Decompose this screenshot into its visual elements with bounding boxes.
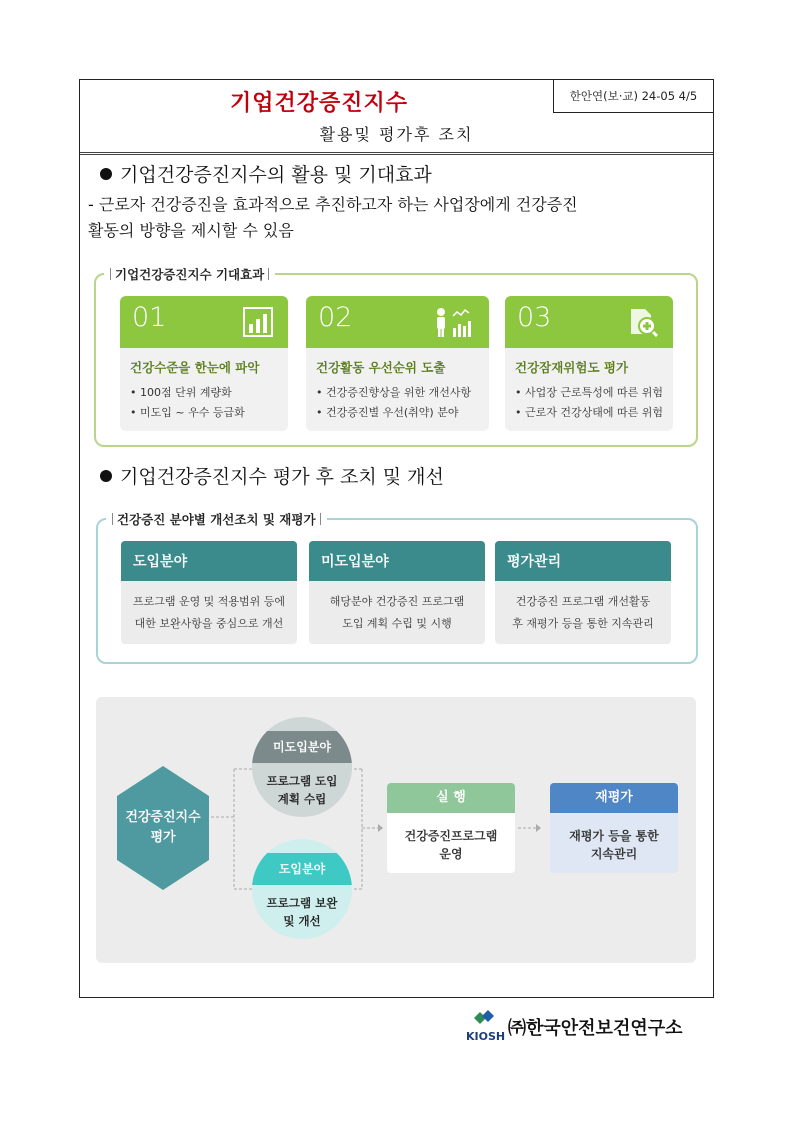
section1-heading-text: 기업건강증진지수의 활용 및 기대효과 xyxy=(120,164,432,186)
card-line: 후 재평가 등을 통한 지속관리 xyxy=(512,617,654,630)
document-header xyxy=(80,80,713,155)
card-item: • 근로자 건강상태에 따른 위험 xyxy=(515,406,663,419)
panel-label xyxy=(104,265,275,283)
organization-name: ㈜한국안전보건연구소 xyxy=(508,1018,683,1039)
kiosh-logo xyxy=(466,1008,510,1044)
execution-box xyxy=(387,783,515,873)
divider xyxy=(112,513,113,525)
card-title: 건강잠재위험도 평가 xyxy=(515,360,629,375)
person-chart-icon xyxy=(431,306,475,338)
divider xyxy=(320,513,321,525)
circle-line: 프로그램 도입 xyxy=(266,774,338,788)
card-item: • 사업장 근로특성에 따른 위험 xyxy=(515,386,663,399)
circle-line: 계획 수립 xyxy=(277,792,327,806)
card-line: 도입 계획 수립 및 시행 xyxy=(342,617,452,630)
section2-heading xyxy=(100,462,444,489)
not-introduced-circle xyxy=(252,717,352,817)
area-card-not-introduced xyxy=(309,541,485,644)
paragraph-line: 활동의 방향을 제시할 수 있음 xyxy=(88,221,294,240)
card-line: 건강증진 프로그램 개선활동 xyxy=(515,595,651,608)
section1-heading xyxy=(100,160,432,187)
effect-card-1 xyxy=(120,296,288,431)
circle-line: 프로그램 보완 xyxy=(266,896,338,910)
card-head: 미도입분야 xyxy=(321,554,389,570)
box-head: 실 행 xyxy=(387,783,515,813)
divider xyxy=(110,268,111,280)
divider xyxy=(268,268,269,280)
effect-card-3 xyxy=(505,296,673,431)
box-head: 재평가 xyxy=(550,783,678,813)
box-line: 재평가 등을 통한 xyxy=(569,829,659,843)
section2-heading-text: 기업건강증진지수 평가 후 조치 및 개선 xyxy=(120,466,444,488)
reevaluation-box xyxy=(550,783,678,873)
area-card-introduced xyxy=(121,541,297,644)
card-head: 도입분야 xyxy=(133,554,188,570)
hexagon-line: 평가 xyxy=(150,830,176,845)
bullet-icon xyxy=(100,168,112,180)
box-line: 운영 xyxy=(439,847,463,861)
hexagon-label xyxy=(115,808,211,848)
area-card-evaluation xyxy=(495,541,671,644)
box-line: 지속관리 xyxy=(590,847,638,861)
card-title: 건강수준을 한눈에 파악 xyxy=(130,360,260,375)
circle-line: 및 개선 xyxy=(283,914,321,928)
card-number: 01 xyxy=(132,302,167,333)
document-search-icon xyxy=(627,306,659,338)
bullet-icon xyxy=(100,470,112,482)
card-title: 건강활동 우선순위 도출 xyxy=(316,360,446,375)
card-item: • 100점 단위 계량화 xyxy=(130,386,232,399)
card-line: 프로그램 운영 및 적용범위 등에 xyxy=(132,595,286,608)
effect-card-2 xyxy=(306,296,489,431)
section1-paragraph xyxy=(88,192,708,244)
panel-label xyxy=(106,510,327,528)
bar-chart-icon xyxy=(242,306,274,338)
card-item: • 건강증진별 우선(취약) 분야 xyxy=(316,406,459,419)
card-line: 대한 보완사항을 중심으로 개선 xyxy=(134,617,284,630)
document-title: 기업건강증진지수 xyxy=(229,91,409,116)
hexagon-line: 건강증진지수 xyxy=(125,810,201,825)
paragraph-line: - 근로자 건강증진을 효과적으로 추진하고자 하는 사업장에게 건강증진 xyxy=(88,195,578,214)
panel-label-text: 건강증진 분야별 개선조치 및 재평가 xyxy=(117,512,316,527)
card-item: • 미도입 ~ 우수 등급화 xyxy=(130,406,245,419)
box-line: 건강증진프로그램 xyxy=(404,829,498,843)
circle-head: 미도입분야 xyxy=(252,731,352,763)
document-subtitle: 활용및 평가후 조치 xyxy=(319,125,474,144)
card-item: • 건강증진향상을 위한 개선사항 xyxy=(316,386,472,399)
panel-label-text: 기업건강증진지수 기대효과 xyxy=(115,267,265,282)
card-head: 평가관리 xyxy=(507,554,562,570)
document-tag: 한안연(보·교) 24-05 4/5 xyxy=(553,80,713,113)
footer xyxy=(460,1008,720,1044)
logo-text: KIOSH xyxy=(466,1030,506,1043)
card-line: 해당분야 건강증진 프로그램 xyxy=(329,595,465,608)
card-number: 02 xyxy=(318,302,353,333)
circle-head: 도입분야 xyxy=(252,853,352,885)
introduced-circle xyxy=(252,839,352,939)
card-number: 03 xyxy=(517,302,552,333)
